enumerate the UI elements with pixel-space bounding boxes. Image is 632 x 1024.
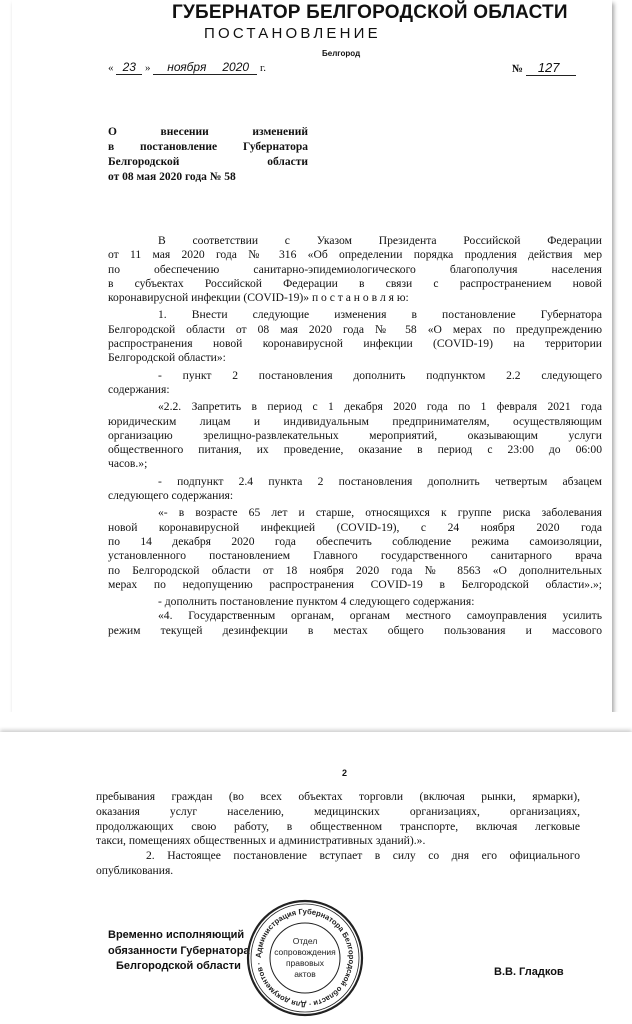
body-line: - дополнить постановление пунктом 4 следующего содержания:: [158, 595, 475, 609]
body-line: общественного питания, их проведение, оказание в период с 23:00 до 06:00: [108, 443, 602, 457]
body-text-page-2: [96, 790, 580, 879]
body-line: - подпункт 2.4 пункта 2 постановления дополнить четвертым абзацем: [158, 474, 602, 488]
body-line: - пункт 2 постановления дополнить подпунктом 2.2 следующего: [158, 368, 602, 382]
body-line: 1. Внести следующие изменения в постановление Губернатора: [158, 308, 602, 322]
official-stamp: [245, 898, 365, 1018]
body-line: Белгородской области»:: [108, 351, 226, 365]
signatory-name: В.В. Гладков: [494, 966, 564, 978]
body-line: новой коронавирусной инфекцией (COVID-19), с 24 ноября 2020 года: [108, 520, 602, 534]
date-year-suffix: г.: [260, 62, 267, 74]
subject-line: Белгородской области: [108, 156, 308, 168]
document-type: ПОСТАНОВЛЕНИЕ: [204, 25, 381, 42]
signatory-title-line: Белгородской области: [116, 960, 241, 972]
number-value: 127: [526, 60, 576, 76]
body-line: содержания:: [108, 382, 170, 396]
document-page-2: [0, 732, 632, 1024]
date-year: 2020: [222, 60, 250, 74]
body-line: следующего содержания:: [108, 489, 234, 503]
date-day: 23: [122, 60, 136, 74]
page-number: 2: [342, 768, 348, 778]
body-line: распространения новой коронавирусной инфекции (COVID-19) на территории: [108, 337, 602, 351]
body-line: по обеспечению санитарно-эпидемиологического благополучия населения: [108, 262, 602, 276]
body-line: в субъектах Российской Федерации в связи с распространением новой: [108, 276, 602, 290]
body-line: оказания услуг населению, медицинских организациях, организациях,: [96, 804, 580, 818]
body-line: юридическим лицам и индивидуальным предпринимателям, осуществляющим: [108, 414, 602, 428]
body-line: «4. Государственным органам, органам местного самоуправления усилить: [158, 609, 602, 623]
stamp-center-line: Отдел: [292, 936, 318, 946]
stamp-ring-text-path: Администрация Губернатора Белгородской области · Для документов ·: [253, 906, 357, 1010]
body-line: по Белгородской области от 18 ноября 2020 года № 8563 «О дополнительных: [108, 563, 602, 577]
subject-line: от 08 мая 2020 года № 58: [108, 171, 236, 183]
body-line: по 14 декабря 2020 года обеспечить соблюдение режима самоизоляции,: [108, 534, 602, 548]
document-number: [512, 60, 576, 76]
document-subject: [108, 125, 308, 185]
body-line: режим текущей дезинфекции в местах общего пользования и массового: [108, 623, 602, 637]
body-line: «2.2. Запретить в период с 1 декабря 2020 года по 1 февраля 2021 года: [158, 400, 602, 414]
stamp-center-line: правовых: [285, 958, 325, 968]
body-text-page-1: [108, 234, 602, 638]
city: Белгород: [322, 49, 361, 58]
date-close-quote: »: [145, 62, 151, 74]
body-line: коронавирусной инфекции (COVID-19)» п о с т а н о в л я ю:: [108, 291, 409, 305]
number-label: №: [512, 63, 524, 75]
body-line: установленного постановлением Главного государственного санитарного врача: [108, 549, 602, 563]
signatory-title-line: обязанности Губернатора: [108, 944, 250, 957]
body-line: от 11 мая 2020 года № 316 «Об определении порядка продления действия мер: [108, 248, 602, 262]
document-page-1: [12, 0, 612, 712]
document-date: [108, 60, 266, 75]
issuing-authority: ГУБЕРНАТОР БЕЛГОРОДСКОЙ ОБЛАСТИ: [172, 2, 568, 23]
signatory-title: [108, 928, 250, 975]
stamp-center-line: актов: [294, 969, 316, 979]
body-line: мерах по недопущению распространения COVID-19 в Белгородской области».»;: [108, 577, 602, 591]
date-open-quote: «: [108, 62, 114, 74]
subject-line: О внесении изменений: [108, 126, 308, 138]
signatory-title-line: Временно исполняющий: [108, 929, 245, 941]
body-line: часов.»;: [108, 457, 148, 471]
body-line: опубликования.: [96, 863, 174, 877]
stamp-center-line: сопровождения: [274, 947, 336, 957]
body-line: такси, помещениях общественных и административных зданий).».: [96, 834, 426, 848]
date-month: ноября: [167, 60, 207, 74]
body-line: Белгородской области от 08 мая 2020 года № 58 «О мерах по предупреждению: [108, 322, 602, 336]
subject-line: в постановление Губернатора: [108, 141, 308, 153]
body-line: пребывания граждан (во всех объектах торговли (включая рынки, ярмарки),: [96, 790, 580, 803]
body-line: «- в возрасте 65 лет и старше, относящихся к группе риска заболевания: [158, 506, 602, 520]
body-line: организацию зрелищно-развлекательных мероприятий, оказывающим услуги: [108, 428, 602, 442]
page-gap: [0, 712, 632, 732]
body-line: 2. Настоящее постановление вступает в силу со дня его официального: [146, 849, 580, 863]
body-line: В соответствии с Указом Президента Российской Федерации: [158, 234, 602, 247]
body-line: продолжающих свою работу, в общественном транспорте, включая легковые: [96, 819, 580, 833]
